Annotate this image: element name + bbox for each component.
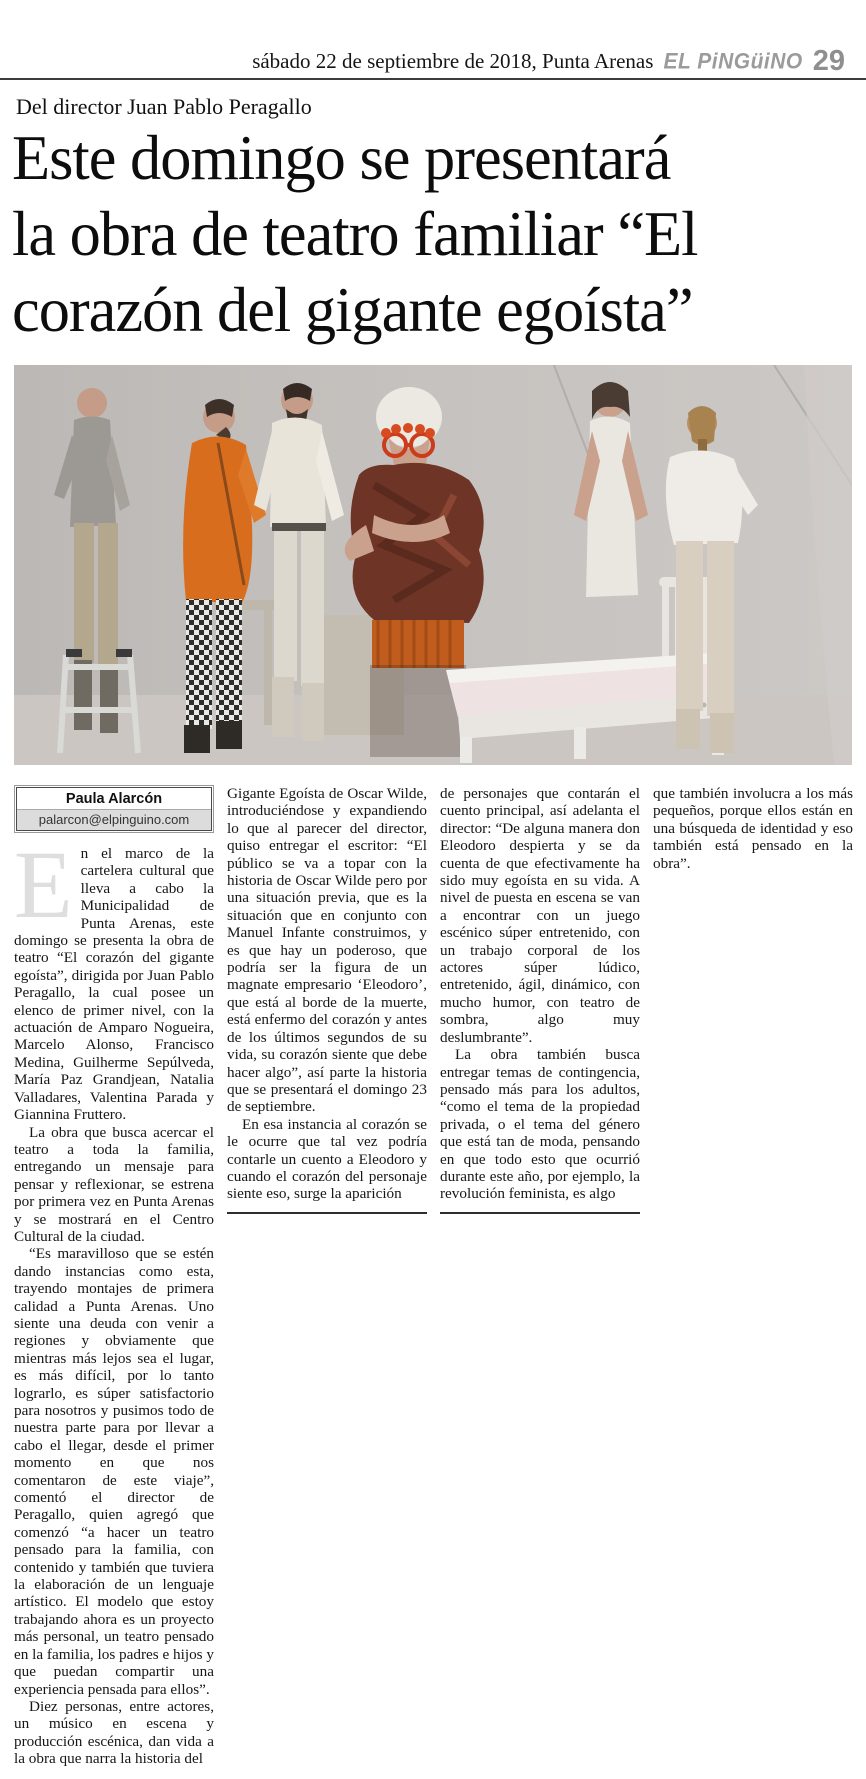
article-column-4	[653, 785, 853, 1768]
paragraph	[14, 831, 214, 1124]
paragraph: La obra también busca entregar temas de contingencia, pensado más para los adultos, “como el tema de la propiedad privada, o el tema del género que está tan de moda, pensando en que todo esto que ocurrió durante este año, por ejemplo, la revolución feminista, es algo	[440, 1046, 640, 1203]
article-column-1	[14, 785, 214, 1768]
masthead-logo: EL PiNGüiNO	[663, 49, 803, 74]
headline	[12, 120, 858, 348]
drop-cap: E	[14, 831, 73, 938]
headline-line-2: la obra de teatro familiar “El	[12, 199, 698, 269]
headline-line-3: corazón del gigante egoísta”	[12, 275, 693, 345]
paragraph: que también involucra a los más pequeños, porque ellos están en una búsqueda de identidad y eso también está pensado en la obra”.	[653, 785, 853, 872]
headline-line-1: Este domingo se presentará	[12, 123, 671, 193]
article-column-3	[440, 785, 640, 1768]
paragraph-text: n el marco de la cartelera cultural que lleva a cabo la Municipalidad de Punta Arenas, este domingo se presenta la obra de teatro “El corazón del gigante egoísta”, dirigida por Juan Pablo Peragallo, la cual posee un elenco de primer nivel, con la actuación de Amparo Nogueira, Marcelo Alonso, Francisco Medina, Guilherme Sepúlveda, María Paz Grandjean, Natalia Valladares, Valentina Parada y Giannina Fruttero.	[14, 845, 214, 1124]
byline-author: Paula Alarcón	[17, 788, 211, 809]
byline-email: palarcon@elpinguino.com	[17, 809, 211, 830]
paragraph: La obra que busca acercar el teatro a toda la familia, entregando un mensaje para pensar y reflexionar, se estrena por primera vez en Punta Arenas y se mostrará en el Centro Cultural de la ciudad.	[14, 1123, 214, 1245]
kicker: Del director Juan Pablo Peragallo	[16, 94, 312, 119]
header-rule	[0, 78, 866, 80]
byline-box	[16, 787, 212, 831]
column-end-rule	[227, 1212, 427, 1214]
page-number: 29	[812, 45, 845, 77]
article-column-2	[227, 785, 427, 1768]
article-body	[14, 785, 852, 1768]
stage-photo	[14, 365, 852, 765]
column-end-rule	[440, 1212, 640, 1214]
paragraph: de personajes que contarán el cuento principal, así adelanta el director: “De alguna manera don Eleodoro despierta y se da cuenta de que efectivamente ha sido muy egoísta en su vida. A nivel de puesta en escena se van a encontrar con un juego escénico súper entretenido, con un trabajo corporal de los actores súper lúdico, entretenido, ágil, dinámico, con mucho humor, con teatro de sombra, algo muy deslumbrante”.	[440, 785, 640, 1046]
page-header	[14, 40, 845, 77]
paragraph: Diez personas, entre actores, un músico en escena y producción escénica, dan vida a la obra que narra la historia del	[14, 1697, 214, 1768]
dateline: sábado 22 de septiembre de 2018, Punta Arenas	[252, 49, 654, 73]
paragraph: Gigante Egoísta de Oscar Wilde, introduciéndose y expandiendo lo que al parecer del director, quiso entregar el escritor: “El público se va a topar con la historia de Oscar Wilde pero por una situación previa, que es la situación que en conjunto con Manuel Infante construimos, y es que hay un poderoso, que podría ser la figura de un magnate empresario ‘Eleodoro’, que está al borde de la muerte, está enfermo del corazón y antes de los últimos segundos de su vida, su corazón siente que debe hacer algo”, así parte la historia que se presentará el domingo 23 de septiembre.	[227, 785, 427, 1116]
paragraph: En esa instancia al corazón se le ocurre que tal vez podría contarle un cuento a Eleodoro y cuando el corazón del personaje siente eso, surge la aparición	[227, 1115, 427, 1203]
paragraph: “Es maravilloso que se estén dando instancias como esta, trayendo montajes de primera calidad a Punta Arenas. Uno siente una deuda con venir a regiones y obviamente que mientras más lejos sea el lugar, es más difícil, por lo tanto lograrlo, es súper satisfactorio para nosotros y pusimos todo de nuestra parte para por llevar a cabo el llegar, desde el primer momento en que nos comentaron de este viaje”, comentó el director de Peragallo, quien agregó que comenzó “a hacer un teatro pensado para la familia, con contenido y también que tuviera la elaboración de un lenguaje artístico. El modelo que estoy trabajando ahora es un proyecto más personal, un teatro pensado en la familia, los padres e hijos y que puedan compartir una experiencia pensada para ellos”.	[14, 1245, 214, 1698]
